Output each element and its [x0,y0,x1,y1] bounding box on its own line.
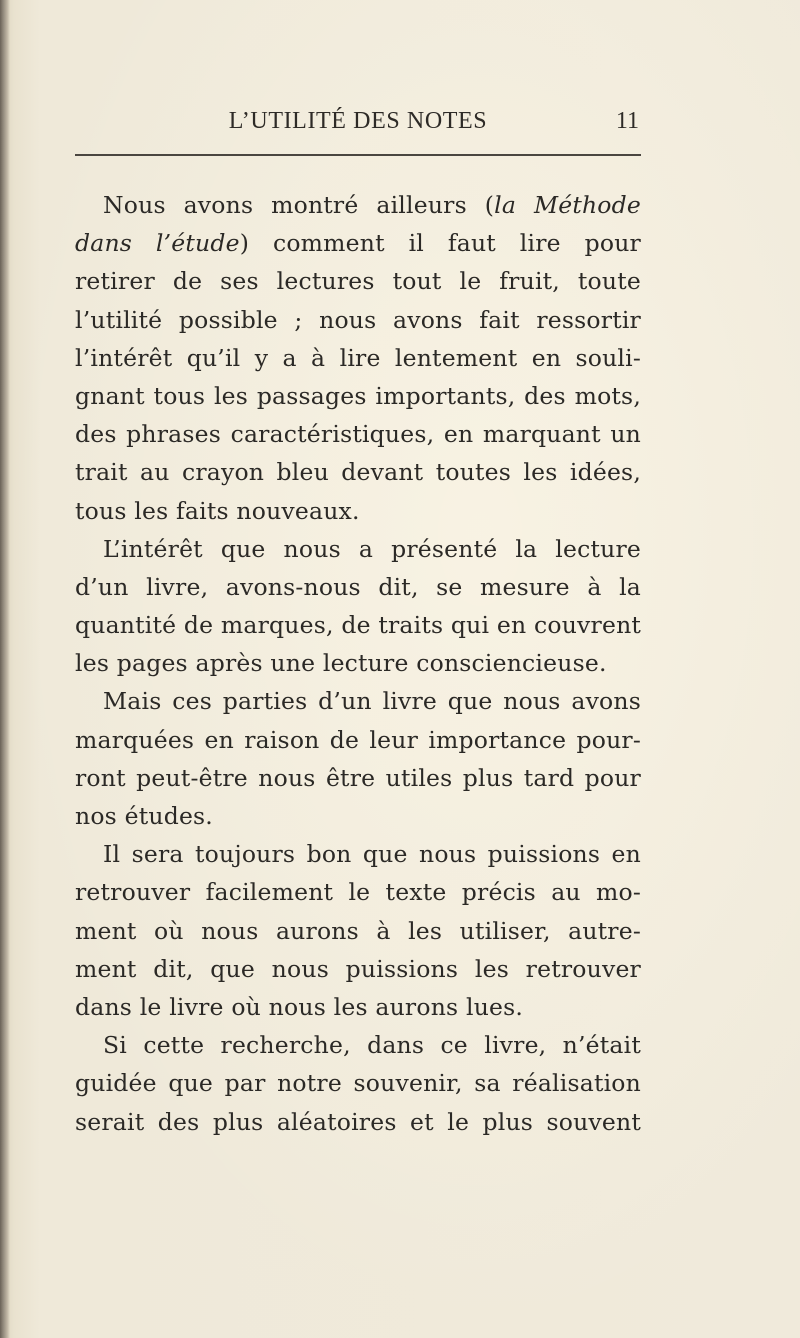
body-text [75,186,641,1141]
text-line: les pages après une lecture consciencieuse. [75,649,607,678]
page-number: 11 [615,108,639,134]
text-line: l’utilité possible ; nous avons fait ressortir [75,305,641,334]
running-title: L’UTILITÉ DES NOTES [228,108,488,134]
page-header [75,102,641,142]
text-line: Il sera toujours bon que nous puissions en [103,840,641,869]
text-line: dans le livre où nous les aurons lues. [75,992,524,1021]
text-line: ront peut-être nous être utiles plus tard pour [75,763,641,792]
header-rule [75,154,641,156]
text-line: gnant tous les passages importants, des mots, [75,381,641,410]
text-line [75,224,641,262]
text-line: L’intérêt que nous a présenté la lecture [103,534,641,563]
text-line [75,186,641,224]
text-line: ment dit, que nous puissions les retrouver [75,954,641,983]
text-segment: ) comment il faut lire pour [239,229,641,258]
italic-title-continued: dans l’étude [75,229,240,258]
text-line: tous les faits nouveaux. [75,496,360,525]
text-segment: Nous avons montré ailleurs ( [103,191,495,219]
text-line: Mais ces parties d’un livre que nous avons [103,687,641,716]
text-line: des phrases caractéristiques, en marquant un [75,420,641,449]
text-line: serait des plus aléatoires et le plus souvent [75,1107,641,1136]
text-line: quantité de marques, de traits qui en couvrent [75,611,642,640]
text-line: nos études. [75,802,213,830]
text-line: ment où nous aurons à les utiliser, autre- [75,916,641,945]
page-spine-shadow [0,0,10,1338]
text-line: retirer de ses lectures tout le fruit, toute [75,267,641,296]
italic-title: la Méthode [494,191,641,219]
text-line: marquées en raison de leur importance pour- [75,725,641,754]
text-line: trait au crayon bleu devant toutes les idées, [75,458,641,487]
text-line: retrouver facilement le texte précis au mo- [75,878,641,907]
text-line: Si cette recherche, dans ce livre, n’était [103,1031,641,1060]
text-line: l’intérêt qu’il y a à lire lentement en souli- [75,343,641,372]
text-line: d’un livre, avons-nous dit, se mesure à la [75,572,641,601]
text-line: guidée que par notre souvenir, sa réalisation [75,1069,641,1098]
